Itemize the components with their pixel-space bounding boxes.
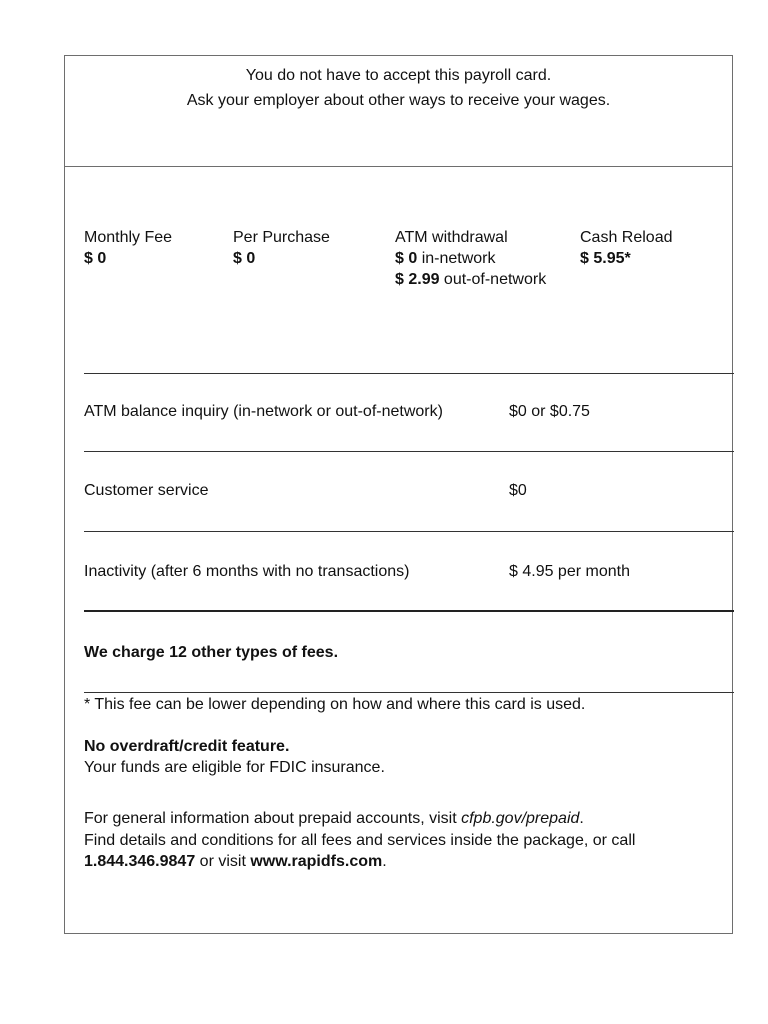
atm-out-network-value: $ 2.99 bbox=[395, 271, 440, 288]
monthly-fee-label: Monthly Fee bbox=[84, 229, 173, 246]
atm-balance-inquiry-label: ATM balance inquiry (in-network or out-of-network) bbox=[84, 403, 443, 420]
notice-line-2: Ask your employer about other ways to receive your wages. bbox=[186, 92, 611, 109]
cash-reload-label: Cash Reload bbox=[580, 229, 673, 246]
atm-in-network-value: $ 0 bbox=[395, 250, 418, 267]
info-line-2: Find details and conditions for all fees and services inside the package, or call bbox=[84, 832, 636, 849]
atm-in-network-text: in-network bbox=[417, 250, 496, 267]
website-link[interactable]: www.rapidfs.com bbox=[250, 853, 383, 870]
cash-reload-fee bbox=[580, 227, 673, 269]
phone-number[interactable]: 1.844.346.9847 bbox=[84, 853, 196, 870]
info-line-3 bbox=[84, 851, 724, 872]
fee-disclosure-box bbox=[64, 55, 733, 934]
divider bbox=[84, 531, 734, 532]
cash-reload-value: $ 5.95* bbox=[580, 250, 631, 267]
customer-service-value: $0 bbox=[509, 482, 527, 499]
atm-withdrawal-label: ATM withdrawal bbox=[395, 229, 508, 246]
info-line-1-suffix: . bbox=[579, 810, 584, 827]
atm-withdrawal-in-network bbox=[395, 248, 546, 269]
monthly-fee bbox=[84, 227, 172, 269]
monthly-fee-value: $ 0 bbox=[84, 250, 107, 267]
info-line-1-prefix: For general information about prepaid accounts, visit bbox=[84, 810, 462, 827]
divider bbox=[84, 692, 734, 693]
atm-withdrawal-fee bbox=[395, 227, 546, 290]
per-purchase-fee bbox=[233, 227, 330, 269]
atm-out-network-text: out-of-network bbox=[439, 271, 547, 288]
divider bbox=[84, 373, 734, 374]
or-visit-text: or visit bbox=[195, 853, 251, 870]
fdic-text: Your funds are eligible for FDIC insurance. bbox=[84, 759, 385, 776]
footnote-text: * This fee can be lower depending on how and where this card is used. bbox=[84, 696, 586, 713]
other-fees-text: We charge 12 other types of fees. bbox=[84, 644, 339, 661]
per-purchase-value: $ 0 bbox=[233, 250, 256, 267]
atm-balance-inquiry-value: $0 or $0.75 bbox=[509, 403, 590, 420]
divider bbox=[84, 451, 734, 452]
atm-withdrawal-out-of-network bbox=[395, 269, 546, 290]
cfpb-link[interactable]: cfpb.gov/prepaid bbox=[461, 810, 580, 827]
per-purchase-label: Per Purchase bbox=[233, 229, 330, 246]
customer-service-label: Customer service bbox=[84, 482, 209, 499]
inactivity-value: $ 4.95 per month bbox=[509, 563, 630, 580]
info-line-1 bbox=[84, 808, 724, 829]
divider-thick bbox=[84, 610, 734, 612]
overdraft-title: No overdraft/credit feature. bbox=[84, 738, 290, 755]
inactivity-label: Inactivity (after 6 months with no transactions) bbox=[84, 563, 410, 580]
notice-section bbox=[65, 56, 732, 167]
info-end: . bbox=[382, 853, 387, 870]
notice-line-1: You do not have to accept this payroll card. bbox=[245, 67, 552, 84]
